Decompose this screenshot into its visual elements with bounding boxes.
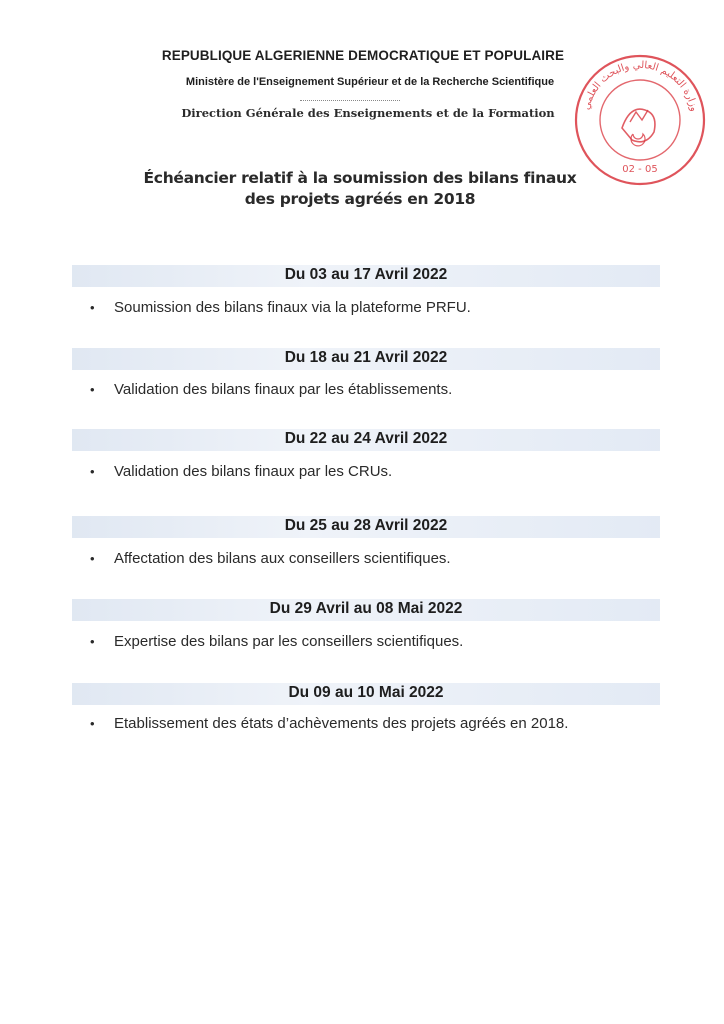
title-line-1: Échéancier relatif à la soumission des bilans finaux bbox=[143, 169, 577, 187]
period-title: Du 25 au 28 Avril 2022 bbox=[284, 517, 448, 534]
country-name: REPUBLIQUE ALGERIENNE DEMOCRATIQUE ET POPULAIRE bbox=[161, 48, 565, 63]
header-divider bbox=[300, 100, 400, 101]
task-text: Etablissement des états d’achèvements des projets agréés en 2018. bbox=[114, 715, 569, 732]
bullet-icon: • bbox=[90, 382, 95, 397]
directorate-name: Direction Générale des Enseignements et de la Formation bbox=[181, 106, 555, 120]
period-title: Du 18 au 21 Avril 2022 bbox=[284, 349, 448, 366]
bullet-icon: • bbox=[90, 634, 95, 649]
task-item bbox=[90, 633, 463, 650]
bullet-icon: • bbox=[90, 300, 95, 315]
stamp-arabic-text: وزارة التعليم العالي والبحث العلمي bbox=[581, 59, 700, 113]
period-title: Du 03 au 17 Avril 2022 bbox=[284, 266, 448, 283]
task-item bbox=[90, 381, 452, 398]
stamp-number: 02 - 05 bbox=[622, 164, 658, 175]
task-text: Soumission des bilans finaux via la plateforme PRFU. bbox=[114, 299, 471, 316]
ministry-name: Ministère de l'Enseignement Supérieur et de la Recherche Scientifique bbox=[185, 76, 555, 88]
task-text: Validation des bilans finaux par les établissements. bbox=[114, 381, 453, 398]
title-line-2: des projets agréés en 2018 bbox=[244, 190, 476, 208]
task-item bbox=[90, 715, 568, 732]
bullet-icon: • bbox=[90, 464, 95, 479]
task-text: Validation des bilans finaux par les CRUs. bbox=[114, 463, 393, 480]
task-item bbox=[90, 299, 471, 316]
period-title: Du 22 au 24 Avril 2022 bbox=[284, 430, 448, 447]
period-title: Du 29 Avril au 08 Mai 2022 bbox=[269, 600, 463, 617]
task-text: Affectation des bilans aux conseillers scientifiques. bbox=[114, 550, 451, 567]
svg-text:وزارة التعليم العالي والبحث ال bbox=[581, 60, 699, 113]
task-text: Expertise des bilans par les conseillers scientifiques. bbox=[114, 633, 464, 650]
bullet-icon: • bbox=[90, 716, 95, 731]
task-item bbox=[90, 463, 392, 480]
document-title bbox=[120, 168, 600, 210]
task-item bbox=[90, 550, 451, 567]
period-title: Du 09 au 10 Mai 2022 bbox=[288, 684, 444, 701]
bullet-icon: • bbox=[90, 551, 95, 566]
